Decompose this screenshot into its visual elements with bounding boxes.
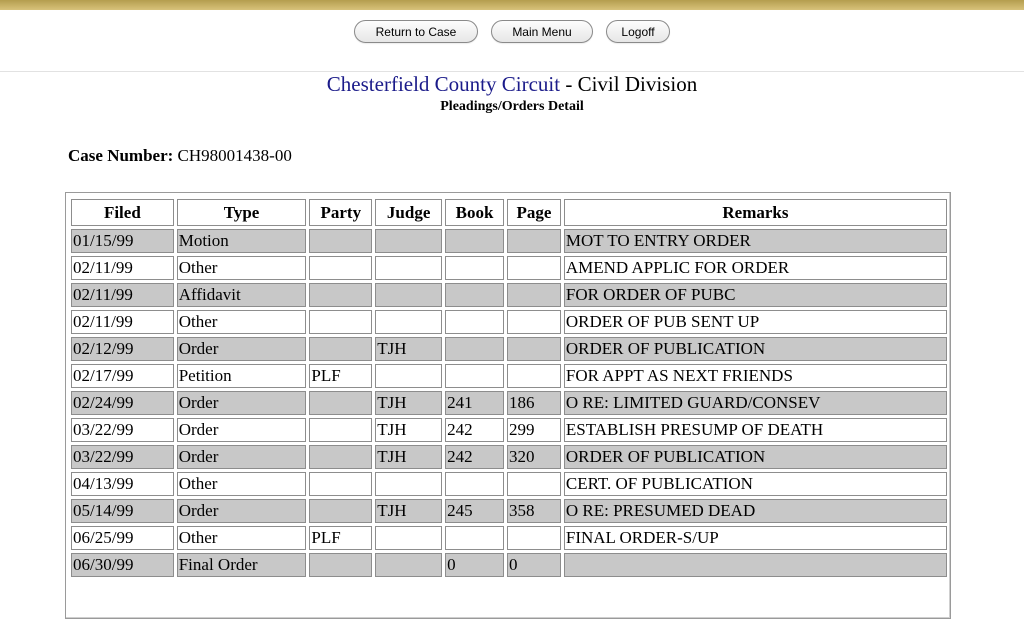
page-title (0, 72, 1024, 97)
cell-type: Final Order (177, 553, 307, 577)
cell-page (507, 337, 561, 361)
division-name: - Civil Division (560, 72, 698, 96)
cell-book (445, 364, 504, 388)
cell-party (309, 310, 372, 334)
table-row (71, 310, 947, 334)
cell-filed: 03/22/99 (71, 445, 174, 469)
cell-filed: 02/12/99 (71, 337, 174, 361)
table-row (71, 256, 947, 280)
cell-book (445, 283, 504, 307)
cell-remarks: ORDER OF PUB SENT UP (564, 310, 947, 334)
cell-party (309, 256, 372, 280)
cell-filed: 06/30/99 (71, 553, 174, 577)
cell-remarks: MOT TO ENTRY ORDER (564, 229, 947, 253)
table-row (71, 553, 947, 577)
cell-remarks: ORDER OF PUBLICATION (564, 445, 947, 469)
cell-judge: TJH (375, 391, 442, 415)
cell-page (507, 526, 561, 550)
cell-filed: 03/22/99 (71, 418, 174, 442)
table-row (71, 337, 947, 361)
pleadings-table-frame (65, 192, 951, 619)
cell-remarks (564, 553, 947, 577)
cell-type: Order (177, 445, 307, 469)
cell-filed: 02/24/99 (71, 391, 174, 415)
return-to-case-button[interactable]: Return to Case (354, 20, 478, 43)
cell-party (309, 472, 372, 496)
cell-book (445, 526, 504, 550)
cell-judge (375, 472, 442, 496)
cell-page: 320 (507, 445, 561, 469)
cell-filed: 05/14/99 (71, 499, 174, 523)
cell-judge: TJH (375, 418, 442, 442)
cell-page (507, 229, 561, 253)
cell-page (507, 256, 561, 280)
cell-type: Motion (177, 229, 307, 253)
cell-remarks: FOR ORDER OF PUBC (564, 283, 947, 307)
cell-book: 245 (445, 499, 504, 523)
case-number-line (68, 146, 292, 166)
cell-page (507, 472, 561, 496)
cell-remarks: CERT. OF PUBLICATION (564, 472, 947, 496)
cell-filed: 04/13/99 (71, 472, 174, 496)
page-subtitle: Pleadings/Orders Detail (440, 99, 584, 114)
cell-type: Order (177, 499, 307, 523)
cell-page: 0 (507, 553, 561, 577)
table-row (71, 391, 947, 415)
column-header-filed: Filed (71, 199, 174, 226)
cell-remarks: FOR APPT AS NEXT FRIENDS (564, 364, 947, 388)
cell-party: PLF (309, 364, 372, 388)
cell-party (309, 499, 372, 523)
cell-party: PLF (309, 526, 372, 550)
column-header-book: Book (445, 199, 504, 226)
cell-judge (375, 229, 442, 253)
court-name: Chesterfield County Circuit (326, 72, 561, 96)
cell-filed: 02/11/99 (71, 256, 174, 280)
cell-judge (375, 364, 442, 388)
cell-party (309, 337, 372, 361)
cell-remarks: ESTABLISH PRESUMP OF DEATH (564, 418, 947, 442)
main-menu-button[interactable]: Main Menu (491, 20, 593, 43)
cell-filed: 06/25/99 (71, 526, 174, 550)
cell-page (507, 283, 561, 307)
table-row (71, 499, 947, 523)
table-row (71, 526, 947, 550)
cell-judge (375, 526, 442, 550)
column-header-judge: Judge (375, 199, 442, 226)
cell-judge: TJH (375, 499, 442, 523)
table-row (71, 283, 947, 307)
column-header-type: Type (177, 199, 307, 226)
cell-judge: TJH (375, 445, 442, 469)
table-header-row (71, 199, 947, 226)
cell-filed: 02/11/99 (71, 310, 174, 334)
cell-party (309, 418, 372, 442)
cell-type: Petition (177, 364, 307, 388)
cell-type: Affidavit (177, 283, 307, 307)
cell-party (309, 283, 372, 307)
cell-party (309, 229, 372, 253)
cell-book: 0 (445, 553, 504, 577)
cell-type: Order (177, 337, 307, 361)
column-header-remarks: Remarks (564, 199, 947, 226)
cell-party (309, 553, 372, 577)
cell-page: 299 (507, 418, 561, 442)
cell-book: 241 (445, 391, 504, 415)
cell-filed: 02/11/99 (71, 283, 174, 307)
cell-type: Order (177, 418, 307, 442)
case-number-label: Case Number: (68, 146, 174, 165)
cell-remarks: O RE: PRESUMED DEAD (564, 499, 947, 523)
logoff-button[interactable]: Logoff (606, 20, 670, 43)
table-row (71, 364, 947, 388)
cell-judge (375, 256, 442, 280)
cell-page (507, 364, 561, 388)
cell-remarks: ORDER OF PUBLICATION (564, 337, 947, 361)
cell-remarks: FINAL ORDER-S/UP (564, 526, 947, 550)
column-header-page: Page (507, 199, 561, 226)
cell-book (445, 310, 504, 334)
cell-remarks: AMEND APPLIC FOR ORDER (564, 256, 947, 280)
cell-book (445, 472, 504, 496)
cell-judge (375, 310, 442, 334)
table-row (71, 229, 947, 253)
cell-judge: TJH (375, 337, 442, 361)
cell-remarks: O RE: LIMITED GUARD/CONSEV (564, 391, 947, 415)
table-row (71, 418, 947, 442)
cell-type: Other (177, 256, 307, 280)
cell-book (445, 229, 504, 253)
cell-page (507, 310, 561, 334)
cell-page: 186 (507, 391, 561, 415)
cell-book (445, 337, 504, 361)
cell-book (445, 256, 504, 280)
cell-type: Other (177, 526, 307, 550)
cell-filed: 02/17/99 (71, 364, 174, 388)
table-row (71, 472, 947, 496)
cell-judge (375, 553, 442, 577)
table-row (71, 445, 947, 469)
cell-type: Other (177, 310, 307, 334)
column-header-party: Party (309, 199, 372, 226)
pleadings-table (68, 196, 950, 580)
cell-page: 358 (507, 499, 561, 523)
cell-book: 242 (445, 445, 504, 469)
cell-judge (375, 283, 442, 307)
top-accent-bar (0, 0, 1024, 10)
cell-filed: 01/15/99 (71, 229, 174, 253)
cell-party (309, 391, 372, 415)
cell-type: Other (177, 472, 307, 496)
cell-book: 242 (445, 418, 504, 442)
nav-bar (0, 20, 1024, 46)
cell-party (309, 445, 372, 469)
case-number-value: CH98001438-00 (177, 146, 292, 165)
cell-type: Order (177, 391, 307, 415)
